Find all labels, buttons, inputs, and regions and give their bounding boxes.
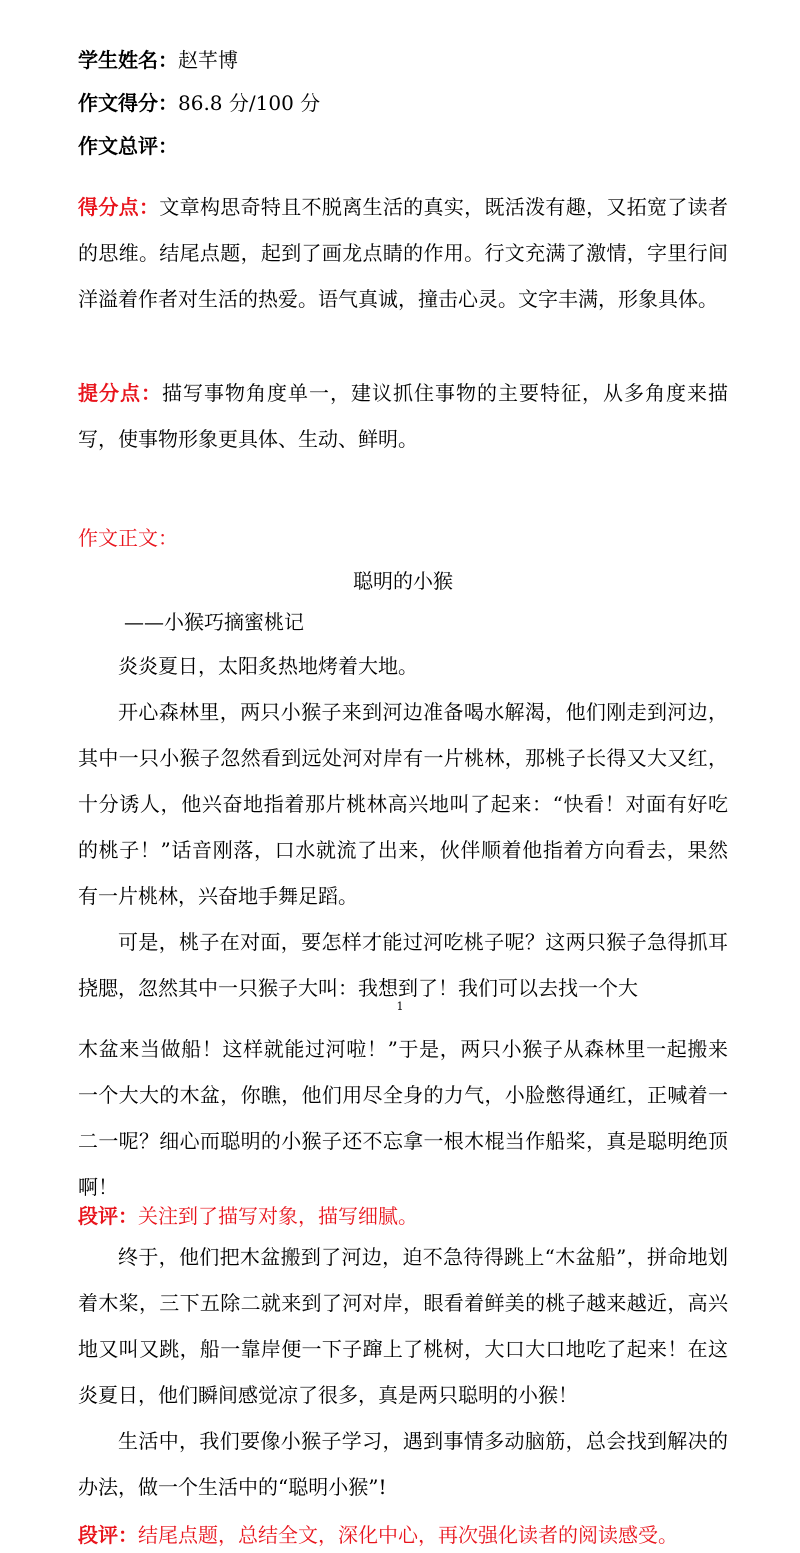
- essay-section-label: 作文正文：: [78, 526, 178, 550]
- score-value: 86.8 分/100 分: [178, 91, 321, 115]
- comment-1-label: 段评：: [78, 1204, 138, 1228]
- essay-paragraph-3-part2: 木盆来当做船！这样就能过河啦！”于是，两只小猴子从森林里一起搬来一个大大的木盆，你瞧，他们用尽全身的力气，小脸憋得通红，正喊着一二一呢？细心而聪明的小猴子还不忘拿一根木棍当作船桨，真是聪明绝顶啊！: [78, 1037, 728, 1199]
- merit-paragraph: [78, 184, 728, 322]
- comment-2-label: 段评：: [78, 1523, 138, 1547]
- comment-2-text: 结尾点题，总结全文，深化中心，再次强化读者的阅读感受。: [138, 1523, 678, 1547]
- essay-subtitle: ——小猴巧摘蜜桃记: [124, 610, 304, 634]
- paragraph-comment-2: [78, 1521, 728, 1549]
- merit-text: 文章构思奇特且不脱离生活的真实，既活泼有趣，又拓宽了读者的思维。结尾点题，起到了画龙点睛的作用。行文充满了激情，字里行间洋溢着作者对生活的热爱。语气真诚，撞击心灵。文字丰满，形象具体。: [78, 195, 729, 311]
- page-number: 1: [396, 1000, 404, 1013]
- improve-paragraph: [78, 370, 728, 462]
- paragraph-comment-1: [78, 1202, 728, 1230]
- improve-text: 描写事物角度单一，建议抓住事物的主要特征，从多角度来描写，使事物形象更具体、生动、鲜明。: [78, 381, 728, 451]
- improve-label: 提分点：: [78, 381, 162, 405]
- student-name-label: 学生姓名：: [78, 48, 178, 72]
- essay-paragraph-1: 炎炎夏日，太阳炙热地烤着大地。: [118, 654, 418, 678]
- essay-paragraph-4: 终于，他们把木盆搬到了河边，迫不急待得跳上“木盆船”，拼命地划着木桨，三下五除二就来到了河对岸，眼看着鲜美的桃子越来越近，高兴地又叫又跳，船一靠岸便一下子蹿上了桃树，大口大口地吃了起来！在这炎夏日，他们瞬间感觉凉了很多，真是两只聪明的小猴！: [78, 1245, 728, 1407]
- merit-label: 得分点：: [78, 195, 160, 219]
- essay-paragraph-2: 开心森林里，两只小猴子来到河边准备喝水解渴，他们刚走到河边，其中一只小猴子忽然看到远处河对岸有一片桃林，那桃子长得又大又红，十分诱人，他兴奋地指着那片桃林高兴地叫了起来：“快看！对面有好吃的桃子！”话音刚落，口水就流了出来，伙伴顺着他指着方向看去，果然有一片桃林，兴奋地手舞足蹈。: [78, 700, 728, 908]
- overall-review-label: 作文总评：: [78, 134, 178, 158]
- essay-paragraph-5: 生活中，我们要像小猴子学习，遇到事情多动脑筋，总会找到解决的办法，做一个生活中的“聪明小猴”!: [78, 1429, 728, 1499]
- comment-1-text: 关注到了描写对象，描写细腻。: [138, 1204, 418, 1228]
- score-row: [78, 89, 728, 117]
- score-label: 作文得分：: [78, 91, 178, 115]
- student-name-value: 赵芊博: [178, 48, 238, 72]
- essay-paragraph-3-part1: 可是，桃子在对面，要怎样才能过河吃桃子呢？这两只猴子急得抓耳挠腮，忽然其中一只猴子大叫：我想到了！我们可以去找一个大: [78, 930, 728, 1000]
- student-name-row: [78, 46, 728, 74]
- essay-title: 聪明的小猴: [353, 569, 453, 593]
